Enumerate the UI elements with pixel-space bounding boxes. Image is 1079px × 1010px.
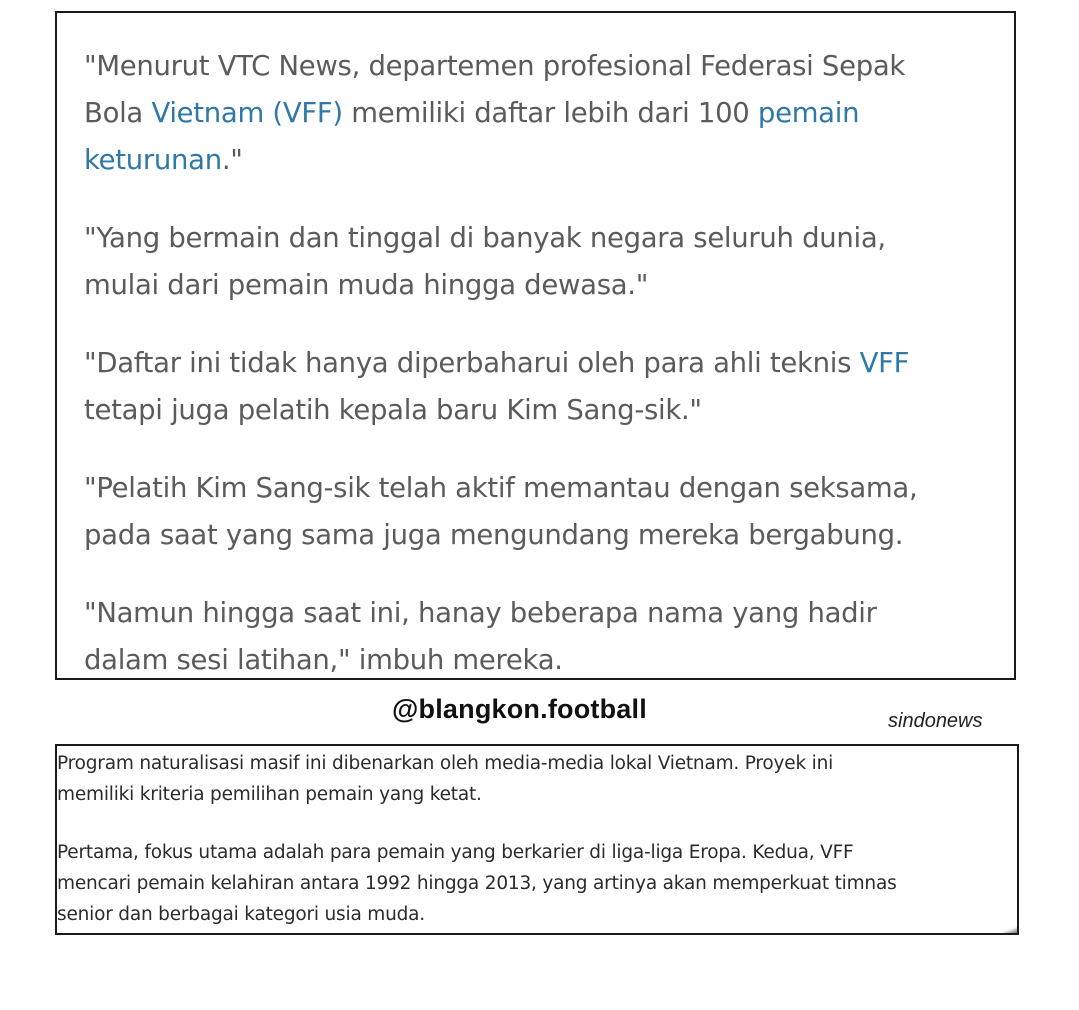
link-pemain-keturunan[interactable]: pemain xyxy=(757,97,860,129)
article-screenshot-box xyxy=(55,744,1019,935)
quote-text: "Menurut VTC News, departemen profesional Federasi Sepak xyxy=(84,50,906,82)
quote-line: mulai dari pemain muda hingga dewasa." xyxy=(84,269,649,301)
link-vietnam-vff[interactable]: Vietnam (VFF) xyxy=(151,97,343,129)
quote-line xyxy=(84,90,905,137)
quote-line xyxy=(84,137,905,184)
quote-screenshot-box xyxy=(55,11,1016,680)
quote-line: "Namun hingga saat ini, hanay beberapa nama yang hadir xyxy=(84,597,877,629)
quote-paragraph-3 xyxy=(84,340,909,434)
quote-text: ." xyxy=(221,144,243,176)
corner-mark xyxy=(1003,927,1017,933)
quote-paragraph-5 xyxy=(84,590,877,684)
quote-paragraph-2 xyxy=(84,215,886,309)
link-pemain-keturunan-cont[interactable]: keturunan xyxy=(84,144,222,176)
article-paragraph-2 xyxy=(57,837,897,930)
source-tag: sindonews xyxy=(888,710,983,732)
quote-line: tetapi juga pelatih kepala baru Kim Sang-sik." xyxy=(84,394,702,426)
quote-line xyxy=(84,340,909,387)
quote-line: "Pelatih Kim Sang-sik telah aktif memantau dengan seksama, xyxy=(84,472,918,504)
article-paragraph-1 xyxy=(57,748,833,810)
quote-line xyxy=(84,43,905,90)
article-line: Pertama, fokus utama adalah para pemain yang berkarier di liga-liga Eropa. Kedua, VFF xyxy=(57,842,854,863)
quote-line: dalam sesi latihan," imbuh mereka. xyxy=(84,644,563,676)
quote-paragraph-4 xyxy=(84,465,917,559)
article-line: senior dan berbagai kategori usia muda. xyxy=(57,904,425,925)
article-line: Program naturalisasi masif ini dibenarkan oleh media-media lokal Vietnam. Proyek ini xyxy=(57,753,834,774)
article-line: mencari pemain kelahiran antara 1992 hingga 2013, yang artinya akan memperkuat timnas xyxy=(57,873,897,894)
quote-text: Bola xyxy=(84,97,152,129)
quote-text: "Daftar ini tidak hanya diperbaharui oleh para ahli teknis xyxy=(84,347,860,379)
quote-line: pada saat yang sama juga mengundang mereka bergabung. xyxy=(84,519,904,551)
watermark-handle: @blangkon.football xyxy=(392,694,647,724)
link-vff[interactable]: VFF xyxy=(859,347,910,379)
article-line: memiliki kriteria pemilihan pemain yang ketat. xyxy=(57,784,482,805)
quote-text: memiliki daftar lebih dari 100 xyxy=(342,97,758,129)
quote-paragraph-1 xyxy=(84,43,905,184)
quote-line: "Yang bermain dan tinggal di banyak negara seluruh dunia, xyxy=(84,222,886,254)
